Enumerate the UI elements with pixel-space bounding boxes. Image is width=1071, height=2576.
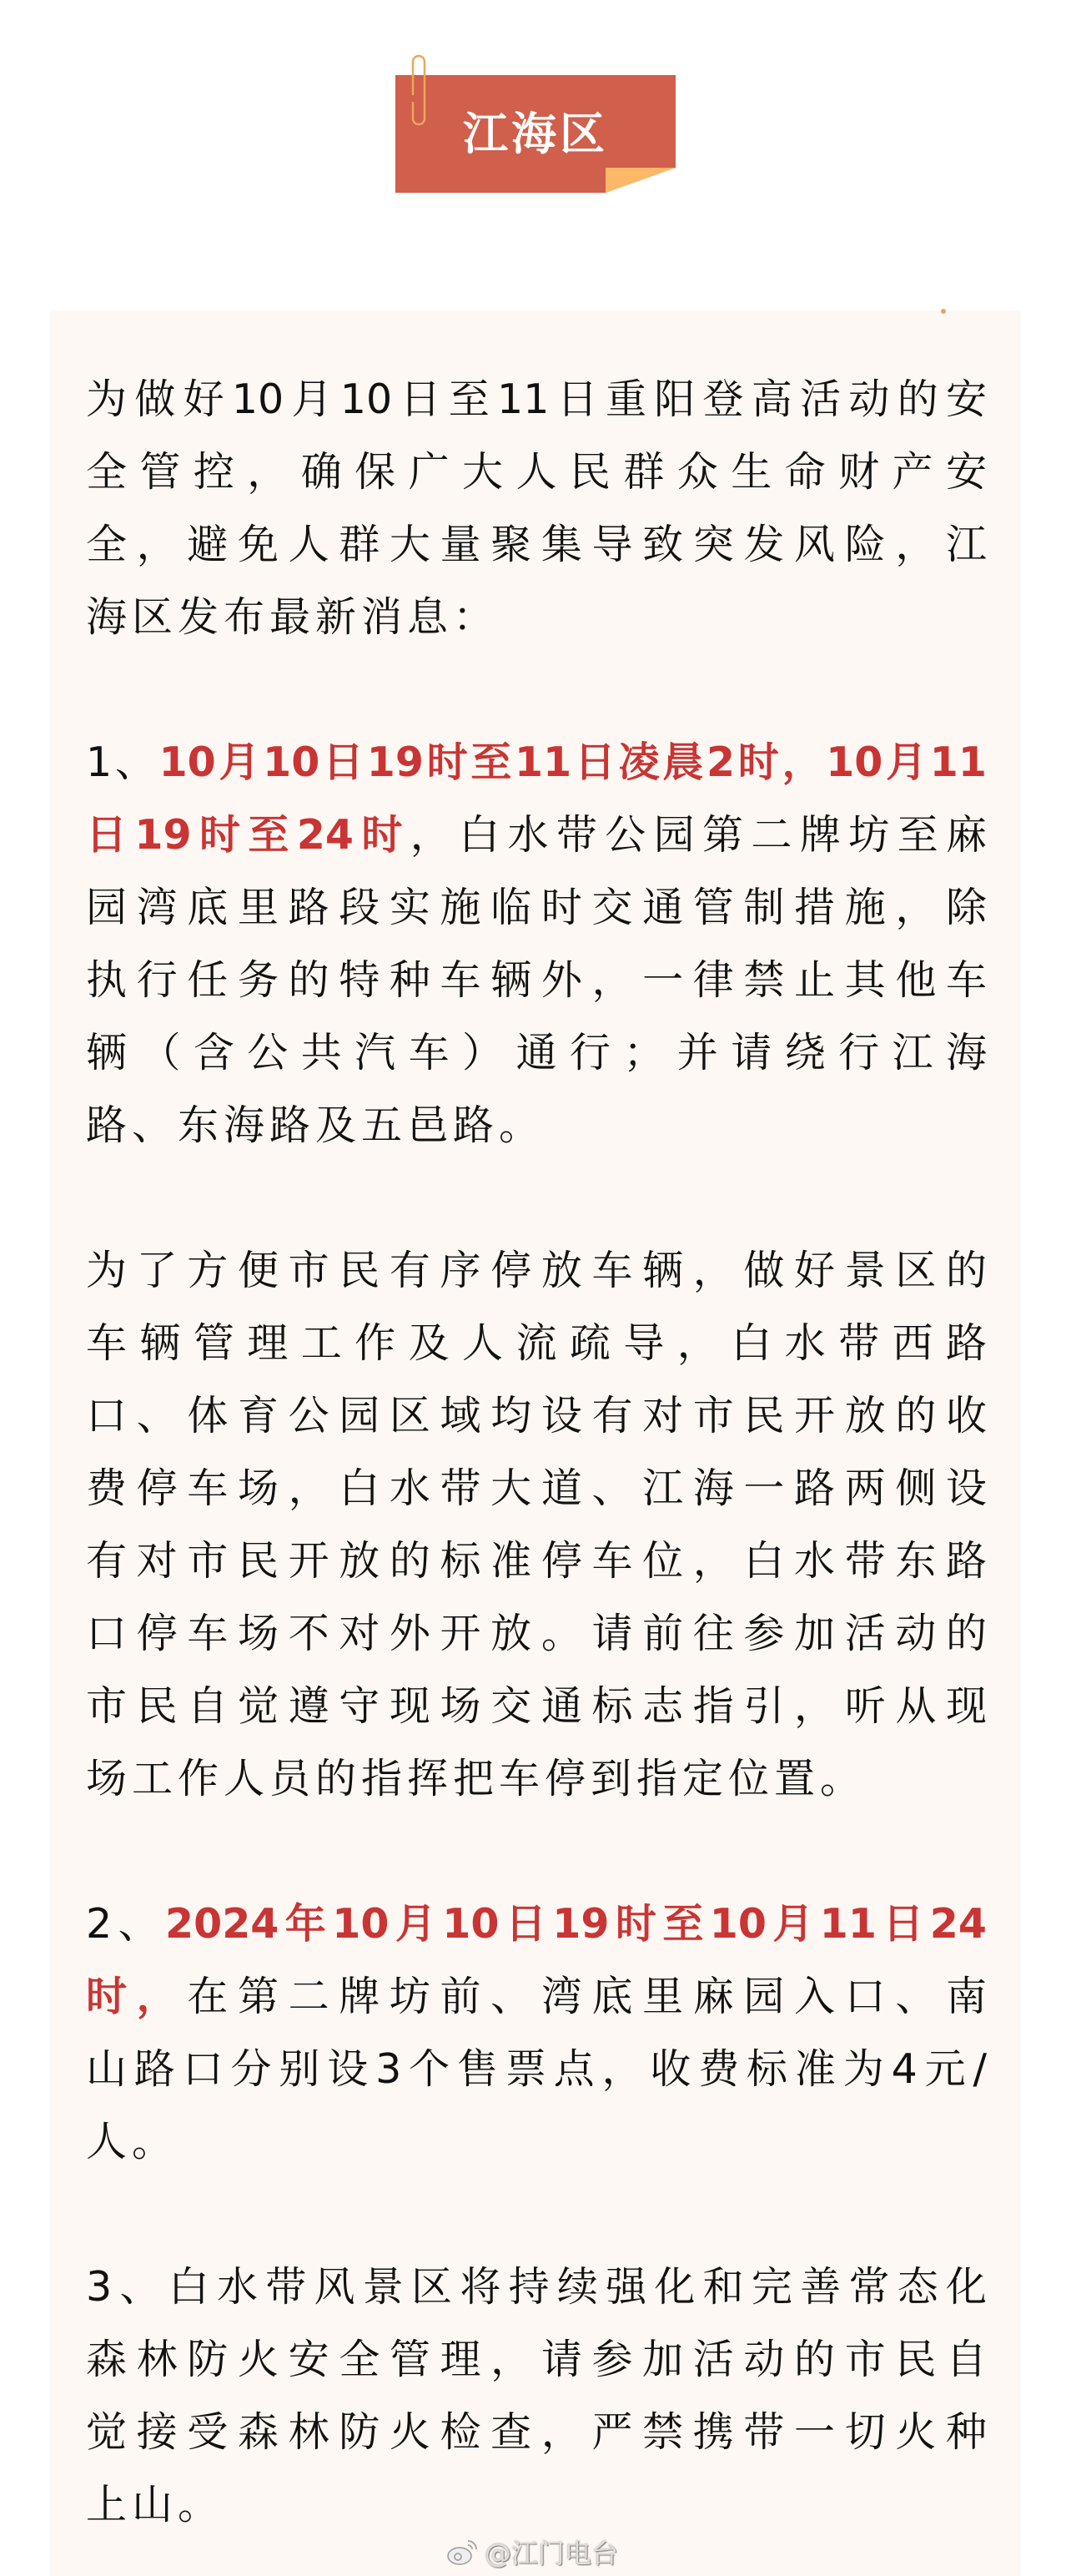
body-text: 1、 — [86, 739, 159, 786]
paragraph-gap — [86, 653, 987, 726]
body-text: 海区发布最新消息： — [86, 593, 500, 641]
text-line — [86, 799, 987, 871]
body-text: 全管控，确保广大人民群众生命财产安 — [86, 448, 987, 496]
text-line — [86, 1597, 987, 1670]
text-line — [86, 1742, 987, 1815]
text-line — [86, 1089, 987, 1162]
article-body — [86, 363, 987, 2541]
body-text: 费停车场，白水带大道、江海一路两侧设 — [86, 1464, 987, 1512]
body-text: 3、白水带风景区将持续强化和完善常态化 — [86, 2263, 987, 2311]
highlighted-text: 10月10日19时至11日凌晨2时，10月11 — [158, 739, 987, 786]
body-text: 2、 — [86, 1900, 166, 1948]
text-line — [86, 2251, 987, 2323]
text-line — [86, 1307, 987, 1379]
text-line — [86, 726, 987, 799]
body-text: 园湾底里路段实施临时交通管制措施，除 — [86, 884, 987, 931]
text-line — [86, 1960, 987, 2033]
body-text: 口、体育公园区域均设有对市民开放的收 — [86, 1392, 987, 1439]
body-text: ，白水带公园第二牌坊至麻 — [410, 811, 987, 859]
paragraph-gap — [86, 2178, 987, 2251]
decoration-dot — [941, 309, 946, 314]
watermark — [446, 2533, 618, 2571]
body-text: 上山。 — [86, 2481, 224, 2528]
text-line — [86, 1016, 987, 1089]
text-line — [86, 1452, 987, 1525]
text-line — [86, 1379, 987, 1452]
watermark-text: @江门电台 — [485, 2538, 619, 2569]
text-line — [86, 944, 987, 1016]
text-line — [86, 363, 987, 436]
text-line — [86, 2033, 987, 2105]
body-text: 为做好10月10日至11日重阳登高活动的安 — [86, 376, 987, 423]
text-line — [86, 2105, 987, 2178]
text-line — [86, 2323, 987, 2396]
text-line — [86, 871, 987, 944]
body-text: 在第二牌坊前、湾底里麻园入口、南 — [187, 1973, 987, 2020]
body-text: 森林防火安全管理，请参加活动的市民自 — [86, 2336, 987, 2383]
body-text: 人。 — [86, 2118, 178, 2165]
highlighted-text: 2024年10月10日19时至10月11日24 — [165, 1900, 987, 1948]
body-text: 全，避免人群大量聚集导致突发风险，江 — [86, 521, 987, 568]
body-text: 市民自觉遵守现场交通标志指引，听从现 — [86, 1682, 987, 1730]
body-text: 执行任务的特种车辆外，一律禁止其他车 — [86, 956, 987, 1004]
text-line — [86, 2468, 987, 2541]
body-text: 场工作人员的指挥把车停到指定位置。 — [86, 1755, 867, 1802]
highlighted-text: 日19时至24时 — [86, 811, 410, 859]
highlighted-text: 时， — [86, 1973, 188, 2020]
paperclip-icon — [409, 52, 429, 129]
body-text: 口停车场不对外开放。请前往参加活动的 — [86, 1610, 987, 1657]
body-text: 为了方便市民有序停放车辆，做好景区的 — [86, 1247, 987, 1294]
body-text: 辆（含公共汽车）通行；并请绕行江海 — [86, 1029, 987, 1076]
body-text: 觉接受森林防火检查，严禁携带一切火种 — [86, 2408, 987, 2456]
text-line — [86, 581, 987, 653]
weibo-icon — [446, 2538, 480, 2566]
text-line — [86, 1525, 987, 1597]
text-line — [86, 2396, 987, 2468]
folded-corner-icon — [606, 168, 676, 193]
text-line — [86, 508, 987, 581]
body-text: 山路口分别设3个售票点，收费标准为4元/ — [86, 2045, 987, 2093]
body-text: 路、东海路及五邑路。 — [86, 1101, 546, 1149]
text-line — [86, 436, 987, 508]
section-title: 江海区 — [463, 108, 608, 160]
text-line — [86, 1234, 987, 1307]
text-line — [86, 1670, 987, 1742]
text-line — [86, 1888, 987, 1960]
paragraph-gap — [86, 1162, 987, 1234]
paragraph-gap — [86, 1815, 987, 1888]
body-text: 有对市民开放的标准停车位，白水带东路 — [86, 1537, 987, 1585]
body-text: 车辆管理工作及人流疏导，白水带西路 — [86, 1319, 987, 1367]
